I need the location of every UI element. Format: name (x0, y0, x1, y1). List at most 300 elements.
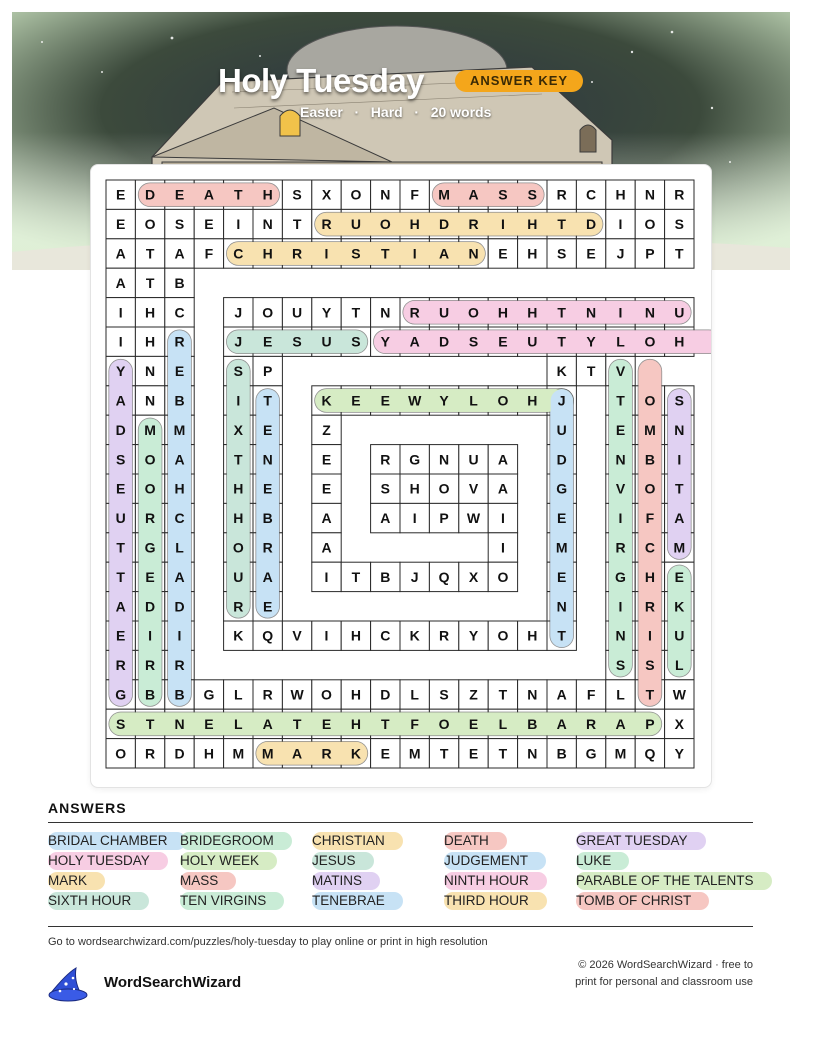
grid-letter: T (557, 304, 566, 321)
grid-letter: N (380, 304, 391, 321)
answer-label: MARK (48, 872, 105, 890)
grid-letter: B (174, 274, 185, 291)
grid-letter: L (498, 715, 508, 732)
grid-letter: S (527, 186, 537, 203)
grid-letter: H (527, 216, 538, 233)
grid-letter: W (672, 686, 686, 703)
answer-label: DEATH (444, 832, 507, 850)
grid-letter: D (174, 598, 185, 615)
answer-item (180, 852, 277, 870)
grid-letter: E (380, 745, 390, 762)
grid-letter: J (410, 568, 419, 585)
grid-letter: N (262, 216, 273, 233)
grid-letter: E (174, 363, 185, 380)
grid-letter: Y (468, 627, 479, 644)
grid-letter: B (556, 745, 567, 762)
grid-letter: R (321, 216, 332, 233)
grid-letter: Z (322, 421, 331, 438)
grid-letter: N (145, 392, 156, 409)
grid-letter: E (116, 627, 126, 644)
grid-letter: R (586, 715, 597, 732)
grid-letter: I (618, 216, 623, 233)
grid-letter: I (500, 510, 505, 527)
grid-letter: A (115, 598, 126, 615)
grid-letter: U (350, 216, 361, 233)
grid-letter: T (498, 745, 508, 762)
grid-letter: D (556, 451, 567, 468)
grid-letter: C (644, 539, 655, 556)
grid-letter: E (468, 715, 479, 732)
grid-letter: O (262, 304, 274, 321)
answer-item (576, 892, 709, 910)
grid-letter: S (116, 451, 126, 468)
grid-letter: E (116, 186, 126, 203)
grid-letter: K (233, 627, 244, 644)
grid-letter: H (497, 304, 508, 321)
grid-letter: M (144, 421, 156, 438)
grid-letter: H (262, 186, 273, 203)
grid-letter: O (644, 333, 656, 350)
answer-label: JESUS (312, 852, 374, 870)
grid-letter: D (174, 745, 185, 762)
grid-letter: E (468, 745, 479, 762)
grid-letter: I (148, 627, 153, 644)
grid-letter: S (615, 657, 626, 674)
grid-letter: S (439, 686, 449, 703)
grid-letter: U (115, 510, 126, 527)
grid-letter: H (527, 627, 538, 644)
answer-label: MATINS (312, 872, 380, 890)
grid-letter: M (614, 745, 627, 762)
grid-letter: Q (644, 745, 656, 762)
grid-letter: M (408, 745, 421, 762)
grid-letter: Y (439, 392, 449, 409)
grid-letter: I (618, 510, 623, 527)
grid-letter: S (468, 333, 479, 350)
grid-letter: M (261, 745, 274, 762)
grid-letter: E (380, 392, 390, 409)
grid-letter: D (439, 216, 450, 233)
grid-letter: A (174, 568, 185, 585)
grid-letter: Y (586, 333, 596, 350)
grid-letter: V (468, 480, 479, 497)
grid-letter: V (615, 480, 626, 497)
grid-letter: L (410, 686, 419, 703)
grid-letter: R (674, 186, 685, 203)
grid-letter: E (263, 480, 273, 497)
grid-letter: H (350, 715, 361, 732)
grid-letter: N (674, 421, 685, 438)
grid-letter: Y (674, 745, 684, 762)
grid-letter: E (351, 392, 361, 409)
grid-letter: A (115, 245, 126, 262)
grid-letter: T (292, 715, 302, 732)
grid-letter: O (497, 392, 509, 409)
grid-letter: L (175, 539, 184, 556)
answer-item (180, 832, 292, 850)
grid-letter: I (647, 627, 652, 644)
grid-letter: F (410, 186, 419, 203)
grid-letter: I (677, 451, 682, 468)
grid-letter: R (615, 539, 626, 556)
grid-letter: E (321, 715, 332, 732)
answer-item (444, 852, 546, 870)
grid-letter: T (351, 568, 361, 585)
grid-letter: T (675, 480, 684, 497)
grid-letter: R (174, 333, 185, 350)
grid-letter: E (674, 568, 684, 585)
grid-letter: M (232, 745, 245, 762)
grid-letter: S (292, 333, 302, 350)
grid-letter: H (203, 745, 214, 762)
grid-letter: I (324, 627, 329, 644)
grid-letter: N (644, 304, 655, 321)
grid-letter: G (556, 480, 568, 497)
grid-letter: A (497, 480, 508, 497)
grid-letter: B (174, 686, 185, 703)
grid-letter: B (644, 451, 655, 468)
grid-letter: N (468, 245, 479, 262)
grid-letter: R (262, 686, 273, 703)
grid-letter: N (262, 451, 273, 468)
grid-letter: L (234, 686, 243, 703)
grid-letter: I (324, 568, 329, 585)
grid-letter: N (439, 451, 450, 468)
grid-letter: N (527, 686, 538, 703)
grid-letter: Z (469, 686, 478, 703)
grid-letter: E (204, 715, 214, 732)
grid-letter: A (497, 451, 508, 468)
grid-letter: D (586, 216, 597, 233)
footer-divider (48, 926, 753, 927)
grid-letter: F (645, 510, 655, 527)
grid-letter: H (409, 216, 420, 233)
answer-label: BRIDAL CHAMBER (48, 832, 186, 850)
grid-letter: S (292, 186, 302, 203)
grid-letter: P (645, 245, 655, 262)
grid-letter: Q (262, 627, 274, 644)
grid-letter: I (118, 304, 123, 321)
grid-letter: W (290, 686, 304, 703)
grid-letter: O (232, 539, 244, 556)
grid-letter: V (292, 627, 302, 644)
grid-letter: N (615, 627, 626, 644)
grid-letter: T (557, 627, 566, 644)
grid-letter: H (615, 186, 626, 203)
grid-letter: S (557, 245, 567, 262)
grid-letter: R (644, 598, 655, 615)
grid-letter: J (557, 392, 566, 409)
grid-letter: A (115, 274, 126, 291)
grid-letter: A (292, 745, 303, 762)
grid-letter: C (233, 245, 244, 262)
grid-letter: E (498, 245, 508, 262)
grid-letter: G (615, 568, 626, 585)
grid-letter: C (586, 186, 597, 203)
grid-letter: R (321, 745, 332, 762)
grid-letter: E (586, 245, 596, 262)
grid-letter: C (174, 304, 185, 321)
grid-letter: H (233, 510, 244, 527)
grid-letter: W (408, 392, 422, 409)
grid-letter: I (236, 392, 241, 409)
answer-item (312, 852, 374, 870)
grid-letter: R (145, 510, 156, 527)
grid-letter: F (410, 715, 419, 732)
grid-letter: M (644, 421, 656, 438)
answer-item (180, 892, 284, 910)
answer-label: SIXTH HOUR (48, 892, 149, 910)
grid-letter: R (233, 598, 244, 615)
grid-letter: O (144, 451, 156, 468)
answers-heading: ANSWERS (48, 800, 127, 816)
grid-letter: K (409, 627, 420, 644)
grid-letter: A (409, 333, 420, 350)
grid-letter: J (234, 333, 243, 350)
grid-letter: I (500, 216, 505, 233)
answer-item (48, 852, 168, 870)
grid-letter: I (412, 245, 417, 262)
grid-letter: T (351, 304, 361, 321)
answer-label: BRIDEGROOM (180, 832, 292, 850)
answer-label: TEN VIRGINS (180, 892, 284, 910)
grid-letter: J (234, 304, 243, 321)
grid-letter: A (321, 510, 332, 527)
grid-letter: J (616, 245, 625, 262)
grid-letter: M (673, 539, 686, 556)
grid-letter: I (236, 216, 241, 233)
grid-letter: C (380, 627, 391, 644)
puzzle-panel (90, 164, 712, 788)
grid-letter: H (350, 627, 361, 644)
grid-letter: H (145, 304, 156, 321)
grid-letter: H (527, 304, 538, 321)
grid-letter: Y (321, 304, 332, 321)
answer-label: NINTH HOUR (444, 872, 547, 890)
grid-letter: T (675, 245, 684, 262)
grid-letter: R (115, 657, 126, 674)
wizard-hat-icon (46, 964, 92, 1004)
grid-letter: E (321, 451, 332, 468)
grid-letter: I (618, 304, 623, 321)
grid-letter: R (145, 745, 156, 762)
grid-letter: B (262, 510, 273, 527)
grid-letter: F (586, 686, 596, 703)
grid-letter: T (116, 568, 125, 585)
grid-letter: R (174, 657, 185, 674)
answer-item (444, 832, 507, 850)
grid-letter: B (380, 568, 391, 585)
grid-letter: A (203, 186, 214, 203)
grid-letter: K (321, 392, 332, 409)
grid-letter: I (618, 598, 623, 615)
grid-letter: O (321, 686, 332, 703)
grid-letter: K (674, 598, 685, 615)
grid-letter: T (616, 392, 625, 409)
grid-letter: N (586, 304, 597, 321)
grid-letter: O (379, 216, 391, 233)
grid-letter: K (556, 363, 567, 380)
answer-label: MASS (180, 872, 236, 890)
grid-letter: U (233, 568, 244, 585)
answer-item (576, 832, 706, 850)
grid-letter: L (675, 657, 684, 674)
grid-letter: P (439, 510, 449, 527)
copyright-notice: © 2026 WordSearchWizard · free to print for personal and classroom use (575, 959, 753, 988)
grid-letter: P (645, 715, 655, 732)
grid-letter: S (498, 186, 508, 203)
grid-letter: V (615, 363, 626, 380)
grid-letter: G (409, 451, 421, 468)
grid-letter: M (438, 186, 450, 203)
grid-letter: P (263, 363, 273, 380)
grid-letter: H (233, 480, 244, 497)
grid-letter: O (497, 627, 509, 644)
grid-letter: S (351, 333, 361, 350)
grid-letter: T (145, 245, 155, 262)
grid-letter: S (674, 216, 684, 233)
answer-item (312, 832, 403, 850)
answer-key-badge: ANSWER KEY (455, 70, 583, 92)
grid-letter: E (116, 216, 126, 233)
grid-letter: T (292, 216, 302, 233)
grid-letter: L (616, 333, 625, 350)
grid-letter: H (262, 245, 273, 262)
answer-label: HOLY TUESDAY (48, 852, 168, 870)
grid-letter: E (615, 421, 626, 438)
answer-label: CHRISTIAN (312, 832, 403, 850)
answer-label: THIRD HOUR (444, 892, 547, 910)
grid-letter: I (412, 510, 417, 527)
grid-letter: A (262, 568, 273, 585)
grid-letter: E (498, 333, 508, 350)
answer-item (312, 892, 403, 910)
grid-letter: G (203, 686, 215, 703)
grid-letter: W (466, 510, 481, 527)
grid-letter: O (144, 216, 156, 233)
grid-letter: T (145, 274, 155, 291)
grid-letter: D (439, 333, 450, 350)
footer-link-text[interactable]: Go to wordsearchwizard.com/puzzles/holy-tuesday to play online or print in high resolution (48, 936, 488, 948)
grid-letter: X (674, 715, 684, 732)
grid-letter: A (115, 392, 126, 409)
answer-item (48, 892, 149, 910)
grid-letter: F (204, 245, 214, 262)
grid-letter: T (557, 216, 566, 233)
grid-letter: E (321, 480, 332, 497)
grid-letter: R (380, 451, 391, 468)
answer-item (576, 872, 772, 890)
grid-letter: A (556, 715, 567, 732)
grid-letter: A (556, 686, 567, 703)
grid-letter: T (381, 245, 390, 262)
puzzle-subtitle: Easter · Hard · 20 words (300, 104, 492, 120)
word-search-grid (91, 165, 711, 787)
grid-letter: N (174, 715, 185, 732)
grid-letter: T (116, 539, 125, 556)
grid-letter: S (351, 245, 361, 262)
grid-letter: D (145, 598, 156, 615)
answer-label: GREAT TUESDAY (576, 832, 706, 850)
answer-label: LUKE (576, 852, 629, 870)
grid-letter: U (292, 304, 303, 321)
grid-letter: U (321, 333, 332, 350)
answer-item (180, 872, 236, 890)
grid-letter: L (234, 715, 243, 732)
grid-letter: E (204, 216, 214, 233)
answer-label: JUDGEMENT (444, 852, 546, 870)
grid-letter: N (145, 363, 156, 380)
grid-letter: E (263, 333, 273, 350)
grid-letter: O (144, 480, 156, 497)
answer-item (444, 872, 547, 890)
grid-letter: O (438, 715, 450, 732)
grid-letter: A (174, 451, 185, 468)
grid-letter: R (556, 186, 567, 203)
grid-letter: Y (380, 333, 390, 350)
grid-letter: H (409, 480, 420, 497)
brand-name: WordSearchWizard (104, 974, 242, 991)
grid-letter: O (644, 480, 656, 497)
grid-letter: G (585, 745, 597, 762)
grid-letter: D (380, 686, 391, 703)
grid-letter: E (263, 598, 273, 615)
grid-letter: R (439, 627, 450, 644)
grid-letter: S (645, 657, 655, 674)
grid-letter: Q (438, 568, 450, 585)
grid-letter: R (292, 245, 303, 262)
grid-letter: H (644, 568, 655, 585)
grid-letter: T (439, 745, 449, 762)
grid-letter: K (350, 745, 361, 762)
grid-letter: G (115, 686, 127, 703)
grid-letter: T (263, 392, 272, 409)
grid-letter: R (409, 304, 420, 321)
grid-letter: N (644, 186, 655, 203)
grid-letter: O (644, 392, 656, 409)
answer-item (576, 852, 629, 870)
grid-letter: Y (116, 363, 126, 380)
grid-letter: T (557, 333, 566, 350)
grid-letter: R (468, 216, 479, 233)
grid-letter: H (350, 686, 361, 703)
grid-letter: N (615, 451, 626, 468)
answer-label: PARABLE OF THE TALENTS (576, 872, 772, 890)
grid-letter: T (381, 715, 390, 732)
answer-item (444, 892, 547, 910)
grid-letter: U (674, 627, 685, 644)
grid-letter: S (233, 363, 243, 380)
grid-letter: A (380, 510, 391, 527)
grid-letter: D (115, 421, 126, 438)
grid-letter: A (174, 245, 185, 262)
grid-letter: U (468, 451, 479, 468)
grid-letter: T (645, 686, 655, 703)
answer-label: TENEBRAE (312, 892, 403, 910)
grid-letter: A (262, 715, 273, 732)
grid-letter: U (556, 421, 567, 438)
grid-letter: H (174, 480, 185, 497)
grid-letter: S (380, 480, 390, 497)
grid-letter: H (145, 333, 156, 350)
grid-letter: L (616, 686, 625, 703)
grid-letter: H (674, 333, 685, 350)
grid-letter: X (321, 186, 332, 203)
grid-letter: O (468, 304, 479, 321)
grid-letter: O (644, 216, 656, 233)
grid-letter: O (115, 745, 127, 762)
puzzle-title: Holy Tuesday (218, 62, 425, 99)
